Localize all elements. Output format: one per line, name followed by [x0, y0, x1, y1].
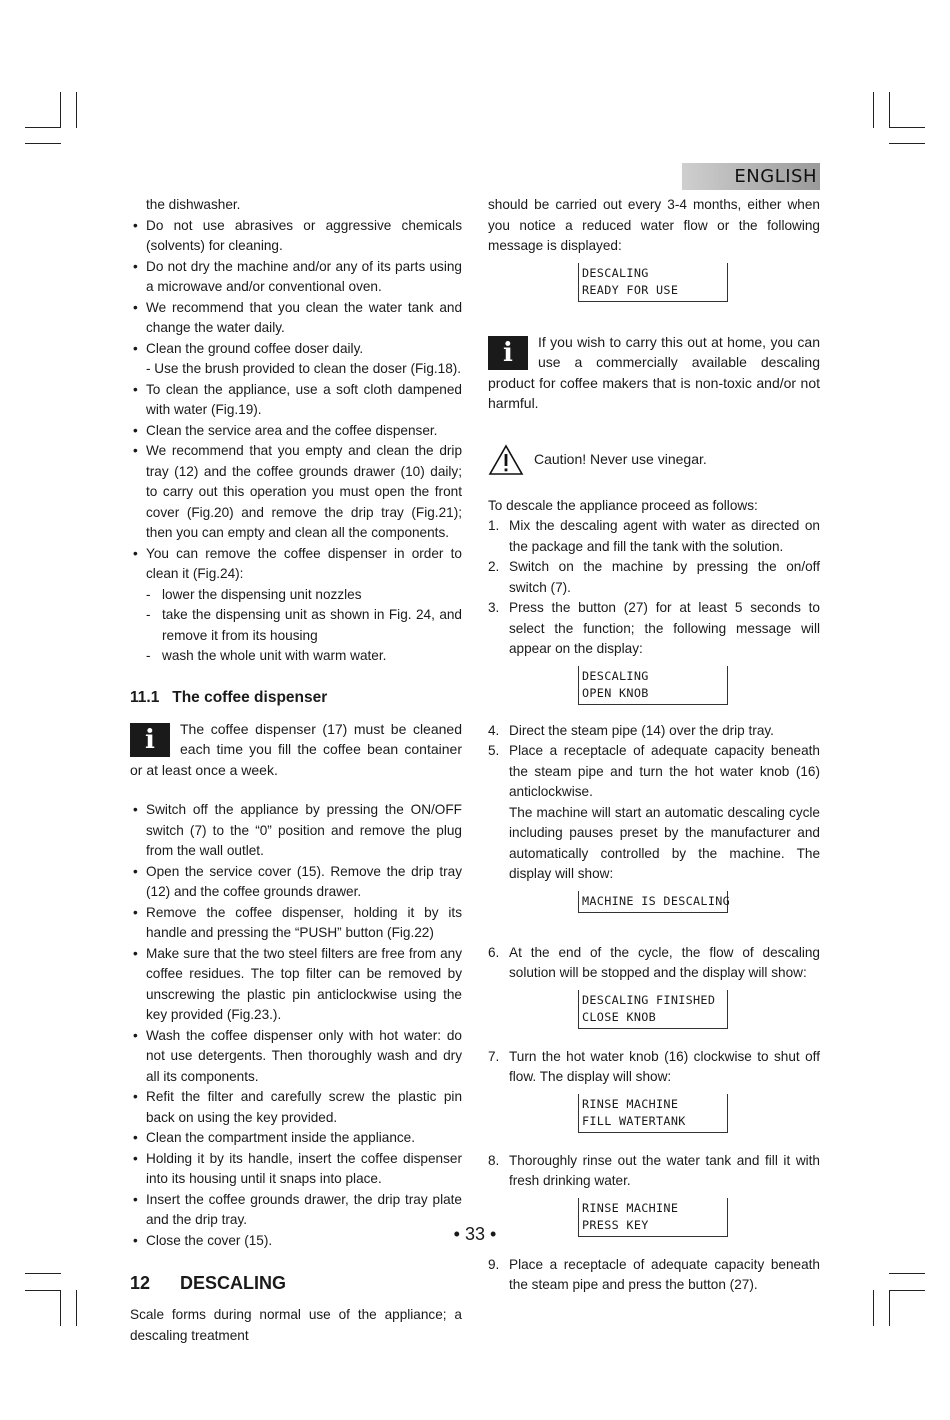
step-number: 2. — [488, 559, 500, 574]
section-heading-12: 12 DESCALING — [130, 1273, 287, 1293]
lcd-display: RINSE MACHINE FILL WATERTANK — [578, 1094, 728, 1133]
step-item — [488, 557, 820, 598]
step-item — [488, 516, 820, 557]
crop-mark — [889, 127, 925, 128]
step-item — [488, 1047, 820, 1133]
list-item: • You can remove the coffee dispenser in order to clean it (Fig.24): — [130, 544, 462, 585]
list-item: • Open the service cover (15). Remove the drip tray (12) and the coffee grounds drawer. — [130, 862, 462, 903]
crop-mark — [25, 1273, 61, 1274]
step-text: Switch on the machine by pressing the on/off switch (7). — [509, 559, 820, 595]
sub-item: - lower the dispensing unit nozzles — [146, 585, 462, 606]
list-item: • Clean the compartment inside the appliance. — [130, 1128, 462, 1149]
caution-text: Caution! Never use vinegar. — [534, 451, 707, 468]
list-item: • We recommend that you clean the water tank and change the water daily. — [130, 298, 462, 339]
lcd-display: DESCALING OPEN KNOB — [578, 666, 728, 705]
lcd-display: MACHINE IS DESCALING — [578, 891, 728, 913]
continuation-text: should be carried out every 3-4 months, either when you notice a reduced water flow or the following message is displayed: — [488, 197, 820, 253]
page-number: • 33 • — [453, 1224, 497, 1244]
step-text: Thoroughly rinse out the water tank and fill it with fresh drinking water. — [509, 1152, 820, 1188]
crop-mark — [25, 127, 61, 128]
step-number: 9. — [488, 1256, 500, 1272]
crop-mark — [60, 92, 61, 128]
crop-mark — [889, 1290, 890, 1326]
step-text: Press the button (27) for at least 5 seconds to select the function; the following message will appear on the display: — [509, 600, 820, 656]
crop-mark — [889, 1290, 925, 1291]
info-note — [130, 719, 462, 781]
step-item — [488, 1255, 820, 1296]
step-item — [488, 943, 820, 1029]
list-item: • Clean the service area and the coffee dispenser. — [130, 421, 462, 442]
step-text: Mix the descaling agent with water as directed on the package and fill the tank with the solution. — [509, 518, 820, 554]
list-item: • To clean the appliance, use a soft cloth dampened with water (Fig.19). — [130, 380, 462, 421]
info-icon: i — [130, 723, 170, 757]
step-text: Turn the hot water knob (16) clockwise to shut off flow. The display will show: — [509, 1048, 820, 1084]
list-item: • Do not dry the machine and/or any of its parts using a microwave and/or conventional oven. — [130, 257, 462, 298]
step-extra: The machine will start an automatic descaling cycle including pauses preset by the manufacturer and automatically controlled by the machine. The display will show: — [509, 804, 820, 881]
warning-triangle-icon — [488, 444, 524, 476]
sub-item: - take the dispensing unit as shown in Fig. 24, and remove it from its housing — [146, 605, 462, 646]
step-number: 3. — [488, 600, 500, 615]
step-number: 1. — [488, 518, 500, 533]
list-item: • Wash the coffee dispenser only with hot water: do not use detergents. Then thoroughly wash and dry all its components. — [130, 1026, 462, 1088]
list-item: • Insert the coffee grounds drawer, the drip tray plate and the drip tray. — [130, 1190, 462, 1231]
step-number: 5. — [488, 743, 500, 758]
crop-mark — [889, 92, 890, 128]
step-text: Direct the steam pipe (14) over the drip tray. — [509, 722, 774, 738]
step-number: 8. — [488, 1152, 500, 1168]
list-item: • Remove the coffee dispenser, holding it by its handle and pressing the “PUSH” button (Fig.22) — [130, 903, 462, 944]
crop-mark — [60, 1290, 61, 1326]
info-text: If you wish to carry this out at home, you can use a commercially available descaling product for coffee makers that is non-toxic and/or not harmful. — [488, 333, 820, 411]
lcd-display: RINSE MACHINE PRESS KEY — [578, 1198, 728, 1237]
list-item: • Close the cover (15). — [130, 1231, 462, 1252]
dispenser-sublist — [130, 585, 462, 667]
step-text: Place a receptacle of adequate capacity beneath the steam pipe and press the button (27). — [509, 1256, 820, 1292]
step-item — [488, 721, 820, 742]
list-item: • Do not use abrasives or aggressive chemicals (solvents) for cleaning. — [130, 216, 462, 257]
step-number: 6. — [488, 944, 500, 960]
info-text: The coffee dispenser (17) must be cleaned each time you fill the coffee bean container or at least once a week. — [130, 720, 462, 778]
step-text: At the end of the cycle, the flow of descaling solution will be stopped and the display will show: — [509, 944, 820, 980]
step-text: Place a receptacle of adequate capacity beneath the steam pipe and turn the hot water knob (16) anticlockwise. — [509, 743, 820, 799]
list-item: • Switch off the appliance by pressing the ON/OFF switch (7) to the “0” position and remove the plug from the wall outlet. — [130, 800, 462, 862]
crop-mark — [873, 1290, 874, 1326]
crop-mark — [889, 1273, 925, 1274]
step-number: 7. — [488, 1048, 500, 1064]
procedure-intro: To descale the appliance proceed as follows: — [488, 497, 758, 513]
step-item — [488, 741, 820, 913]
crop-mark — [76, 1290, 77, 1326]
lcd-display: DESCALING FINISHED CLOSE KNOB — [578, 990, 728, 1029]
crop-mark — [889, 143, 925, 144]
step-item — [488, 598, 820, 705]
list-item — [130, 339, 462, 380]
doser-note: - Use the brush provided to clean the doser (Fig.18). — [146, 361, 462, 376]
crop-mark — [25, 1290, 61, 1291]
info-note — [488, 332, 820, 414]
list-item-text: Clean the ground coffee doser daily. — [146, 340, 364, 356]
info-icon: i — [488, 336, 528, 370]
sub-item: - wash the whole unit with warm water. — [146, 646, 462, 667]
list-item: • Holding it by its handle, insert the coffee dispenser into its housing until it snaps into place. — [130, 1149, 462, 1190]
step-number: 4. — [488, 722, 500, 738]
dispenser-cleaning-list — [130, 800, 462, 1251]
language-tab: ENGLISH — [682, 163, 820, 190]
caution-note — [488, 444, 820, 476]
right-column — [488, 195, 820, 1296]
lcd-display: DESCALING READY FOR USE — [578, 263, 728, 302]
list-item: • Make sure that the two steel filters are free from any coffee residues. The top filter can be removed by unscrewing the plastic pin anticlockwise using the key provided (Fig.23.). — [130, 944, 462, 1026]
descaling-intro: Scale forms during normal use of the appliance; a descaling treatment — [130, 1307, 462, 1343]
cleaning-list — [130, 216, 462, 585]
left-column — [130, 195, 462, 1346]
list-item: • Refit the filter and carefully screw the plastic pin back on using the key provided. — [130, 1087, 462, 1128]
list-item: • We recommend that you empty and clean the drip tray (12) and the coffee grounds drawer (10) daily; to carry out this operation you must open the front cover (Fig.20) and remove the drip tray (Fig.21); then you can empty and clean all the components. — [130, 441, 462, 544]
intro-text: the dishwasher. — [146, 197, 241, 212]
crop-mark — [76, 92, 77, 128]
section-heading-11-1: 11.1 The coffee dispenser — [130, 688, 328, 706]
descaling-steps — [488, 516, 820, 1296]
crop-mark — [873, 92, 874, 128]
crop-mark — [25, 143, 61, 144]
